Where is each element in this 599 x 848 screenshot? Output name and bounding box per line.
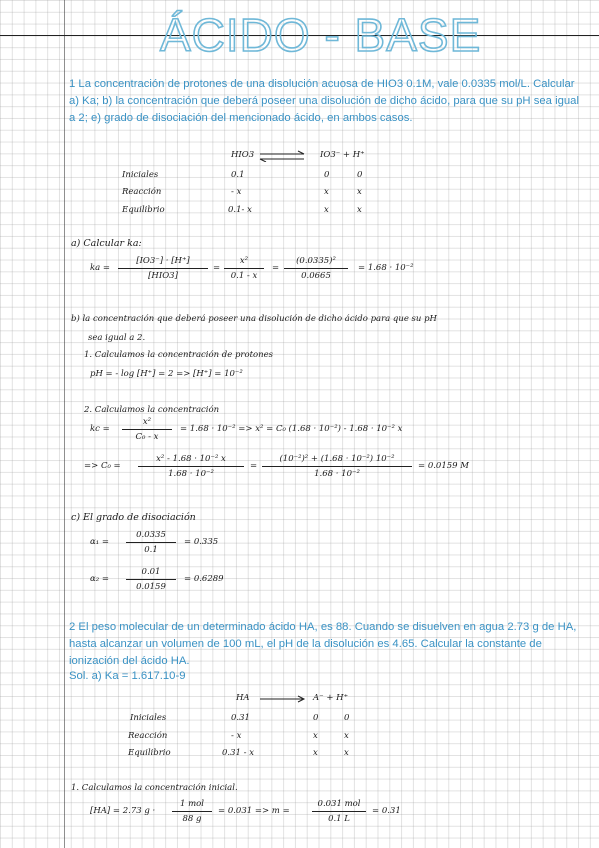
fraction-numerator: (0.0335)² (296, 256, 336, 266)
p2-cell: 0 (313, 713, 319, 723)
p2-row-label: Iniciales (130, 713, 167, 723)
fraction-denominator: 0.0665 (301, 271, 331, 281)
fraction-denominator: 1.68 · 10⁻² (168, 469, 214, 479)
p2-step1: 1. Calculamos la concentración inicial. (71, 783, 238, 793)
c0-result: = 0.0159 M (418, 461, 469, 471)
p2-cell: x (313, 731, 318, 741)
fraction-bar (284, 268, 348, 269)
ka-label: ka = (90, 263, 111, 273)
p1-cell: 0 (357, 170, 363, 180)
p2-cell: x (344, 748, 349, 758)
fraction-denominator: [HIO3] (148, 271, 178, 281)
fraction-denominator: 0.0159 (136, 582, 166, 592)
margin-line (64, 0, 65, 848)
fraction-bar (126, 542, 176, 543)
fraction-bar (118, 268, 208, 269)
page-title (150, 3, 482, 63)
fraction-numerator: 0.031 mol (317, 799, 361, 809)
fraction-bar (126, 579, 176, 580)
kc-label: kc = (90, 424, 110, 434)
p2-cell: x (344, 731, 349, 741)
fraction-numerator: 0.01 (141, 567, 161, 577)
fraction-numerator: 0.0335 (136, 530, 166, 540)
fraction-numerator: 1 mol (179, 799, 204, 809)
p1-part-a-heading: a) Calcular ka: (71, 238, 142, 249)
c0-fraction-1 (138, 454, 244, 479)
fraction-denominator: 0.1 (144, 545, 158, 555)
p1-row-label: Iniciales (122, 170, 159, 180)
p2-cell: - x (231, 731, 242, 741)
p2-row-label: Reacción (128, 731, 168, 741)
fraction-bar (224, 268, 264, 269)
reaction-arrow-icon (258, 694, 308, 704)
p1-row-label: Equilibrio (122, 205, 165, 215)
fraction-bar (312, 811, 366, 812)
p1-row-label: Reacción (122, 187, 162, 197)
c0-label: => C₀ = (84, 461, 121, 471)
kc-rest: = 1.68 · 10⁻² => x² = C₀ (1.68 · 10⁻²) - 1.68 · 10⁻² x (180, 424, 403, 434)
p1-part-b-line2: sea igual a 2. (88, 333, 146, 343)
alpha1-fraction (126, 530, 176, 555)
fraction-bar (138, 466, 244, 467)
p2-fraction-2 (312, 799, 366, 824)
alpha2-label: α₂ = (90, 574, 109, 584)
p2-reaction-left: HA (236, 693, 250, 703)
fraction-numerator: x² - 1.68 · 10⁻² x (156, 454, 226, 464)
fraction-denominator: 0.1 L (328, 814, 350, 824)
equilibrium-arrows-icon (258, 150, 308, 162)
p2-reaction-products: A⁻ + H⁺ (313, 693, 349, 703)
fraction-denominator: 0.1 - x (230, 271, 258, 281)
p1-cell: - x (231, 187, 242, 197)
p1-cell: 0 (324, 170, 330, 180)
p2-cell: 0.31 - x (222, 748, 254, 758)
equals-sign: = (272, 263, 280, 273)
ka-result: = 1.68 · 10⁻² (358, 263, 414, 273)
c0-fraction-2 (262, 454, 412, 479)
alpha1-result: = 0.335 (184, 537, 219, 547)
fraction-numerator: [IO3⁻] · [H⁺] (136, 256, 190, 266)
title-text: ÁCIDO - BASE (160, 9, 482, 61)
p1-cell: 0.1- x (228, 205, 252, 215)
fraction-numerator: x² (239, 256, 249, 266)
equals-sign: = (213, 263, 221, 273)
equals-sign: = (250, 461, 258, 471)
problem2-solution: Sol. a) Ka = 1.617.10-9 (69, 670, 186, 682)
p2-cell: x (313, 748, 318, 758)
alpha2-fraction (126, 567, 176, 592)
kc-fraction (122, 417, 172, 442)
problem1-statement: 1 La concentración de protones de una disolución acuosa de HIO3 0.1M, vale 0.0335 mol/L. Calcular a) Ka; b) la concentración que deberá poseer una disolución de dicho ácido, para que su pH sea igual a 2; e) grado de disociación del mencionado ácido, en ambos casos. (69, 78, 579, 124)
alpha2-result: = 0.6289 (184, 574, 224, 584)
fraction-numerator: (10⁻²)² + (1.68 · 10⁻²) 10⁻² (279, 454, 395, 464)
ka-fraction-1 (118, 256, 208, 281)
p2-fraction-1 (172, 799, 212, 824)
ka-fraction-3 (284, 256, 348, 281)
p1-step1: 1. Calculamos la concentración de protones (84, 350, 273, 360)
fraction-denominator: 88 g (182, 814, 202, 824)
p1-reaction-products: IO3⁻ + H⁺ (320, 150, 365, 160)
p1-reaction-left: HIO3 (231, 150, 255, 160)
alpha1-label: α₁ = (90, 537, 109, 547)
p1-cell: x (357, 205, 362, 215)
fraction-bar (122, 429, 172, 430)
p1-step1-equation: pH = - log [H⁺] = 2 => [H⁺] = 10⁻² (90, 369, 243, 379)
p2-cell: 0.31 (231, 713, 250, 723)
p1-cell: 0.1 (231, 170, 245, 180)
p2-eq-left: [HA] = 2.73 g · (90, 806, 156, 816)
p1-cell: x (357, 187, 362, 197)
p1-part-c-heading: c) El grado de disociación (71, 512, 196, 523)
p2-eq-result: = 0.31 (372, 806, 401, 816)
p2-cell: 0 (344, 713, 350, 723)
p2-row-label: Equilibrio (128, 748, 171, 758)
p1-step2: 2. Calculamos la concentración (84, 405, 220, 415)
problem2-statement: 2 El peso molecular de un determinado ácido HA, es 88. Cuando se disuelven en agua 2.73 g de HA, hasta alcanzar un volumen de 100 mL, el pH de la disolución es 4.65. Calcular la constante de ionización del ácido HA. (69, 621, 577, 667)
p1-cell: x (324, 205, 329, 215)
fraction-bar (262, 466, 412, 467)
fraction-numerator: x² (142, 417, 152, 427)
p2-eq-mid: = 0.031 => m = (218, 806, 290, 816)
p1-cell: x (324, 187, 329, 197)
p1-part-b-line1: b) la concentración que deberá poseer una disolución de dicho ácido para que su pH (71, 314, 437, 324)
title-lettering (150, 3, 482, 63)
fraction-denominator: 1.68 · 10⁻² (314, 469, 360, 479)
ka-fraction-2 (224, 256, 264, 281)
fraction-denominator: C₀ - x (135, 432, 159, 442)
fraction-bar (172, 811, 212, 812)
